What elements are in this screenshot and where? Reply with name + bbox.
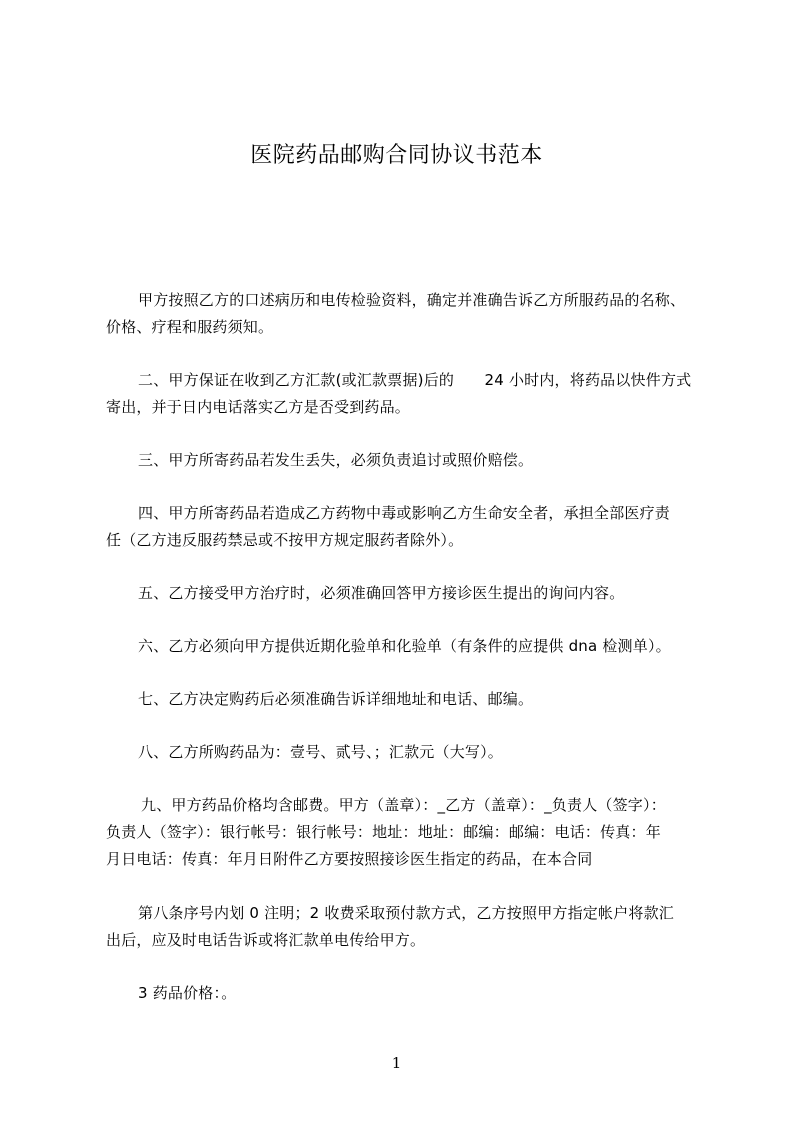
- paragraph-line: 七、乙方决定购药后必须准确告诉详细地址和电话、邮编。: [138, 690, 534, 708]
- paragraph-clause-2: [106, 367, 706, 421]
- paragraph-clause-3: [106, 447, 706, 474]
- paragraph-line: 负责人（签字）：银行帐号：银行帐号：地址：地址：邮编：邮编：电话：传真：年: [106, 823, 661, 841]
- paragraph-intro: [106, 287, 706, 341]
- paragraph-line: 八、乙方所购药品为：壹号、贰号、；汇款元（大写）。: [138, 743, 504, 761]
- document-title: 医院药品邮购合同协议书范本: [250, 143, 543, 168]
- paragraph-line: 月日电话：传真：年月日附件乙方要按照接诊医生指定的药品，在本合同: [106, 850, 593, 868]
- paragraph-line: 二、甲方保证在收到乙方汇款(或汇款票据)后的 24 小时内，将药品以快件方式: [138, 371, 692, 389]
- paragraph-line: 甲方按照乙方的口述病历和电传检验资料，确定并准确告诉乙方所服药品的名称、: [138, 291, 686, 309]
- paragraph-line: 价格、疗程和服药须知。: [106, 318, 274, 336]
- page-number: 1: [391, 1054, 402, 1072]
- paragraph-clause-5: [106, 580, 706, 607]
- paragraph-clause-6: [106, 633, 706, 660]
- paragraph-line: 第八条序号内划 0 注明；2 收费采取预付款方式，乙方按照甲方指定帐户将款汇: [138, 904, 674, 922]
- paragraph-line: 3 药品价格：。: [138, 984, 237, 1002]
- paragraph-line: 九、甲方药品价格均含邮费。甲方（盖章）：_乙方（盖章）：_负责人（签字）：: [141, 796, 666, 814]
- paragraph-clause-7: [106, 686, 706, 713]
- paragraph-line: 任（乙方违反服药禁忌或不按甲方规定服药者除外）。: [106, 531, 464, 549]
- paragraph-line: 四、甲方所寄药品若造成乙方药物中毒或影响乙方生命安全者，承担全部医疗责: [138, 504, 671, 522]
- paragraph-line: 三、甲方所寄药品若发生丢失，必须负责追讨或照价赔偿。: [138, 451, 534, 469]
- paragraph-line: 六、乙方必须向甲方提供近期化验单和化验单（有条件的应提供 dna 检测单）。: [138, 637, 671, 655]
- paragraph-clause-9: [106, 792, 706, 873]
- paragraph-clause-4: [106, 500, 706, 554]
- paragraph-clause-8: [106, 739, 706, 766]
- paragraph-attachment-1: [106, 900, 706, 954]
- paragraph-attachment-3: [106, 980, 706, 1007]
- paragraph-line: 五、乙方接受甲方治疗时，必须准确回答甲方接诊医生提出的询问内容。: [138, 584, 625, 602]
- paragraph-line: 寄出，并于日内电话落实乙方是否受到药品。: [106, 398, 411, 416]
- paragraph-line: 出后，应及时电话告诉或将汇款单电传给甲方。: [106, 931, 426, 949]
